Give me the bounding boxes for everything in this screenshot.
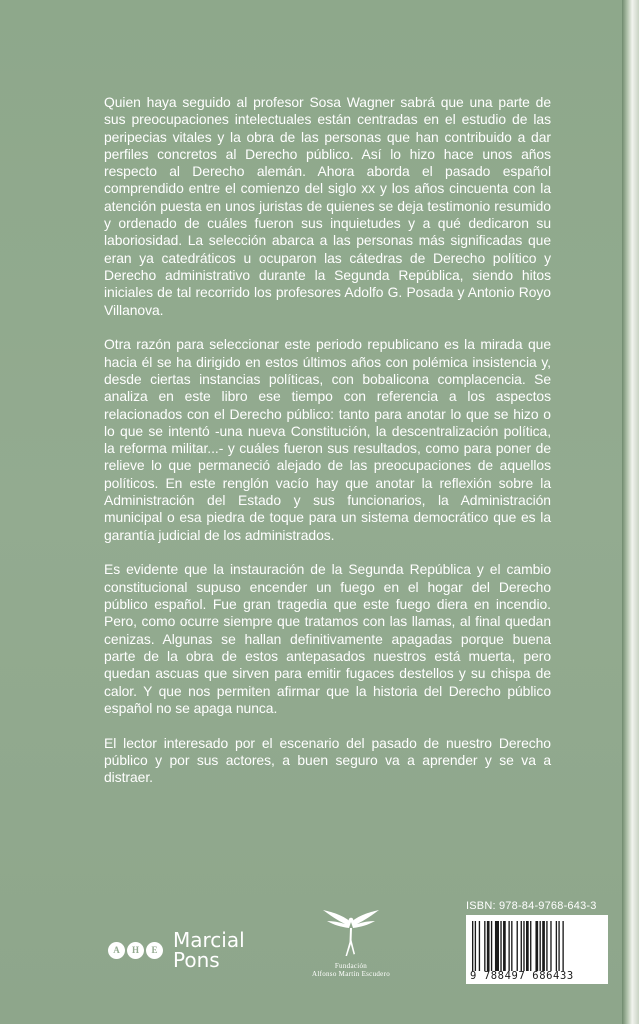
barcode-bar	[530, 921, 531, 971]
winged-figure-icon	[321, 904, 381, 962]
blurb-paragraph-4: El lector interesado por el escenario del pasado de nuestro Derecho público y por sus actores, a buen seguro va a aprender y se va a distraer.	[104, 734, 551, 786]
barcode-bar	[558, 921, 559, 971]
spine-edge	[622, 0, 639, 1024]
barcode-bar	[562, 921, 563, 971]
barcode-bar	[491, 921, 492, 971]
barcode-bar	[550, 921, 551, 971]
publisher-name	[173, 930, 245, 970]
barcode-bar	[484, 921, 485, 971]
barcode-bar	[546, 921, 547, 971]
barcode-bar	[540, 921, 541, 971]
barcode-digits: 9 788497 686433	[466, 970, 608, 984]
barcode-bar	[495, 921, 499, 971]
blurb-text	[104, 94, 551, 804]
blurb-paragraph-3: Es evidente que la instauración de la Segunda República y el cambio constitucional supuso encender un fuego en el hogar del Derecho público español. Fue gran tragedia que este fuego diera en incendio. Pero, como ocurre siempre que tratamos con las llamas, al final quedan cenizas. Algunas se hallan definitivamente apagadas porque buena parte de la obra de estos antepasados nuestros está muerta, pero quedan ascuas que sirven para emitir fugaces destellos y su chispa de calor. Y que nos permiten afirmar que la historia del Derecho público español no se apaga nunca.	[104, 561, 551, 716]
blurb-paragraph-2: Otra razón para seleccionar este periodo republicano es la mirada que hacia él se ha dirigido en estos últimos años con polémica insistencia y, desde ciertas instancias políticas, con bobalicona complacencia. Se analiza en este libro ese tiempo con referencia a los aspectos relacionados con el Derecho público: tanto para anotar lo que se hizo o lo que se intentó -una nueva Constitución, la descentralización política, la reforma militar...- y cuáles fueron sus resultados, como para poner de relieve lo que permaneció alejado de las preocupaciones de aquellos políticos. En este renglón vacío hay que anotar la reflexión sobre la Administración del Estado y sus funcionarios, la Administración municipal o esa piedra de toque para un sistema democrático que es la garantía judicial de los administrados.	[104, 336, 551, 543]
isbn-label: ISBN: 978-84-9768-643-3	[466, 900, 597, 912]
foundation-line1: Fundación	[334, 962, 368, 970]
barcode-bar	[472, 921, 473, 971]
foundation-logo	[296, 904, 406, 978]
marcial-pons-logo	[108, 930, 245, 970]
publisher-name-line2: Pons	[173, 948, 220, 972]
barcode-bar	[487, 921, 490, 971]
publisher-circle: H	[127, 942, 144, 959]
barcode-bar	[475, 921, 476, 971]
barcode-bar	[479, 921, 480, 971]
isbn-block	[466, 900, 618, 984]
publisher-circle: E	[146, 942, 163, 959]
footer-logos	[0, 900, 622, 1020]
publisher-name-line1: Marcial	[173, 928, 245, 952]
publisher-circles-icon	[108, 942, 163, 959]
foundation-line2: Alfonso Martín Escudero	[311, 970, 391, 978]
barcode-bar	[500, 921, 501, 971]
barcode-bar	[523, 921, 524, 971]
barcode-bar	[517, 921, 518, 971]
barcode-bar	[521, 921, 522, 971]
barcode-bar	[535, 921, 538, 971]
barcode-bar	[526, 921, 529, 971]
barcode-bar	[503, 921, 506, 971]
barcode-bars-icon	[470, 921, 604, 971]
barcode	[466, 915, 608, 971]
barcode-bar	[556, 921, 557, 971]
blurb-paragraph-1: Quien haya seguido al profesor Sosa Wagner sabrá que una parte de sus preocupaciones intelectuales están centradas en el estudio de las peripecias vitales y la obra de las personas que han contribuido a dar perfiles concretos al Derecho público. Así lo hizo hace unos años respecto al Derecho alemán. Ahora aborda el pasado español comprendido entre el comienzo del siglo xx y los años cincuenta con la atención puesta en unos juristas de quienes se deja testimonio resumido y ordenado de cuáles fueron sus inquietudes y a qué dedicaron su laboriosidad. La selección abarca a las personas más significadas que eran ya catedráticos u ocuparon las cátedras de Derecho político y Derecho administrativo durante la Segunda República, siendo hitos iniciales de tal recorrido los profesores Adolfo G. Posada y Antonio Royo Villanova.	[104, 94, 551, 318]
barcode-bar	[511, 921, 512, 971]
publisher-circle: A	[108, 942, 125, 959]
barcode-bar	[542, 921, 545, 971]
barcode-bar	[508, 921, 509, 971]
